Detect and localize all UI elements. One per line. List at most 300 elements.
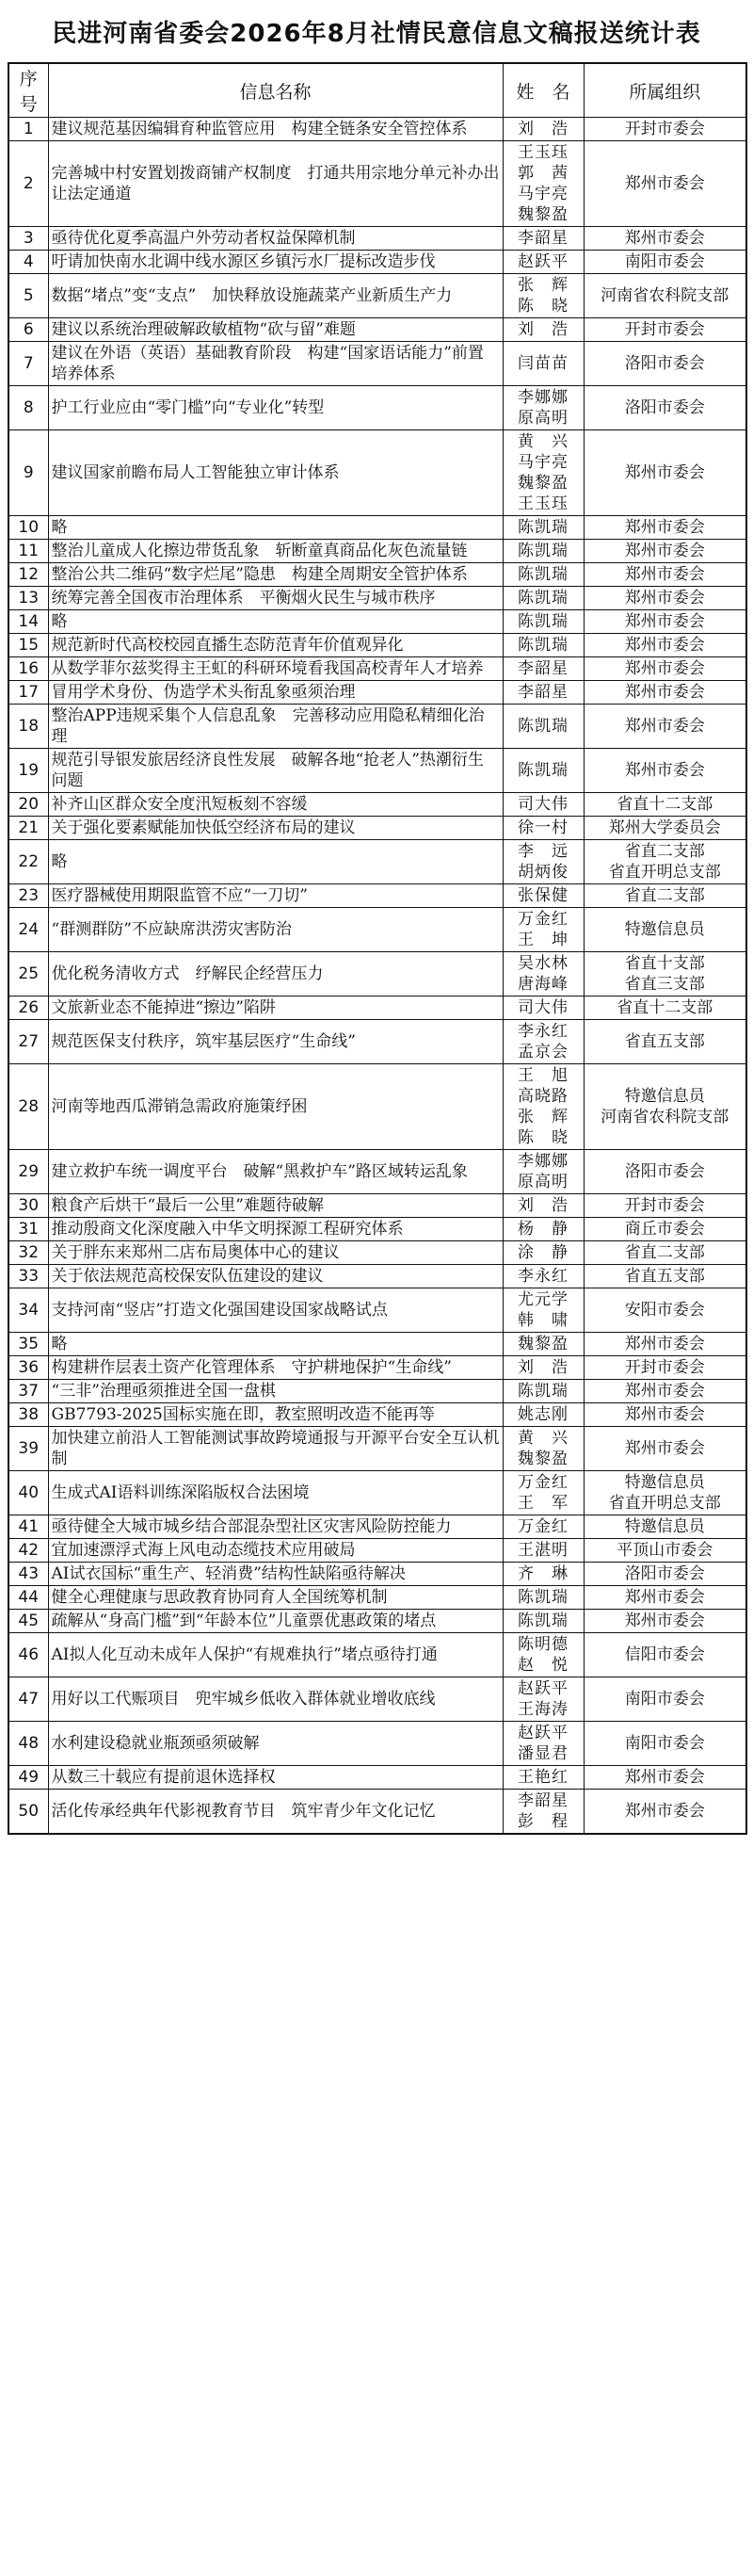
organization-name: 郑州市委会 <box>624 174 705 193</box>
info-name-cell: 建议规范基因编辑育种监管应用 构建全链条安全管控体系 <box>48 118 503 141</box>
author-cell <box>503 386 584 430</box>
organization-name: 郑州市委会 <box>624 1382 705 1401</box>
author-cell <box>503 996 584 1020</box>
row-number: 35 <box>8 1333 48 1356</box>
table-row <box>8 1766 746 1790</box>
author-cell <box>503 884 584 908</box>
author-name: 王玉珏 <box>518 143 569 162</box>
table-row <box>8 817 746 840</box>
author-cell <box>503 1241 584 1265</box>
author-cell <box>503 681 584 705</box>
table-row <box>8 227 746 251</box>
info-name-cell: 建议国家前瞻布局人工智能独立审计体系 <box>48 430 503 516</box>
author-name: 王艳红 <box>518 1768 569 1787</box>
author-name: 胡炳俊 <box>518 863 569 882</box>
author-name: 李韶星 <box>518 1791 569 1810</box>
table-row <box>8 1471 746 1515</box>
organization-name: 郑州市委会 <box>624 565 705 584</box>
organization-cell <box>584 1064 746 1150</box>
row-number: 30 <box>8 1194 48 1218</box>
organization-cell <box>584 141 746 227</box>
organization-cell <box>584 952 746 996</box>
table-row <box>8 118 746 141</box>
row-number: 38 <box>8 1403 48 1427</box>
row-number: 29 <box>8 1150 48 1194</box>
row-number: 47 <box>8 1677 48 1722</box>
author-name: 吴水林 <box>518 954 569 973</box>
author-name: 陈凯瑞 <box>518 1382 569 1401</box>
author-name: 陈凯瑞 <box>518 761 569 780</box>
organization-cell <box>584 540 746 563</box>
header-no: 序号 <box>8 63 48 118</box>
organization-cell <box>584 587 746 610</box>
organization-name: 省直十支部 <box>624 954 705 973</box>
table-row <box>8 251 746 274</box>
author-name: 高晓路 <box>518 1087 569 1106</box>
row-number: 48 <box>8 1722 48 1766</box>
author-cell <box>503 540 584 563</box>
table-row <box>8 342 746 386</box>
organization-name: 省直五支部 <box>624 1032 705 1051</box>
author-cell <box>503 1677 584 1722</box>
author-name: 杨 静 <box>518 1220 569 1239</box>
info-name-cell: 关于依法规范高校保安队伍建设的建议 <box>48 1265 503 1288</box>
table-row <box>8 1333 746 1356</box>
organization-name: 郑州市委会 <box>624 589 705 608</box>
author-cell <box>503 1356 584 1380</box>
row-number: 36 <box>8 1356 48 1380</box>
organization-cell <box>584 227 746 251</box>
organization-name: 郑州市委会 <box>624 1588 705 1607</box>
organization-cell <box>584 1471 746 1515</box>
author-name: 陈凯瑞 <box>518 1588 569 1607</box>
author-name: 陈凯瑞 <box>518 636 569 655</box>
organization-name: 省直三支部 <box>624 975 705 994</box>
info-name-cell: 建议在外语（英语）基础教育阶段 构建“国家语话能力”前置培养体系 <box>48 342 503 386</box>
author-name: 陈凯瑞 <box>518 565 569 584</box>
author-name: 马宇亮 <box>518 185 569 203</box>
organization-cell <box>584 1515 746 1539</box>
organization-name: 特邀信息员 <box>624 1087 705 1106</box>
table-row <box>8 749 746 793</box>
organization-cell <box>584 274 746 318</box>
organization-name: 郑州市委会 <box>624 463 705 482</box>
organization-name: 郑州市委会 <box>624 542 705 560</box>
row-number: 41 <box>8 1515 48 1539</box>
row-number: 25 <box>8 952 48 996</box>
author-cell <box>503 1194 584 1218</box>
author-name: 张 辉 <box>518 1108 569 1126</box>
author-cell <box>503 342 584 386</box>
table-row <box>8 587 746 610</box>
author-cell <box>503 1064 584 1150</box>
author-name: 赵跃平 <box>518 252 569 271</box>
row-number: 28 <box>8 1064 48 1150</box>
organization-name: 郑州市委会 <box>624 717 705 736</box>
info-name-cell: 生成式AI语料训练深陷版权合法困境 <box>48 1471 503 1515</box>
organization-name: 省直开明总支部 <box>608 863 721 882</box>
row-number: 6 <box>8 318 48 342</box>
info-name-cell: 构建耕作层表土资产化管理体系 守护耕地保护“生命线” <box>48 1356 503 1380</box>
organization-name: 省直开明总支部 <box>608 1494 721 1513</box>
info-name-cell: 从数学菲尔兹奖得主王虹的科研环境看我国高校青年人才培养 <box>48 657 503 681</box>
author-name: 彭 程 <box>518 1812 569 1831</box>
organization-name: 南阳市委会 <box>624 252 705 271</box>
organization-name: 省直十二支部 <box>617 998 713 1017</box>
row-number: 4 <box>8 251 48 274</box>
table-row <box>8 1610 746 1633</box>
info-name-cell: 略 <box>48 516 503 540</box>
organization-name: 郑州市委会 <box>624 1768 705 1787</box>
author-name: 黄 兴 <box>518 1429 569 1448</box>
organization-name: 南阳市委会 <box>624 1690 705 1709</box>
author-name: 赵 悦 <box>518 1656 569 1675</box>
author-name: 万金红 <box>518 1517 569 1536</box>
author-cell <box>503 793 584 817</box>
info-name-cell: 略 <box>48 1333 503 1356</box>
info-name-cell: 略 <box>48 840 503 884</box>
organization-cell <box>584 1265 746 1288</box>
table-row <box>8 1218 746 1241</box>
organization-name: 洛阳市委会 <box>624 398 705 417</box>
row-number: 12 <box>8 563 48 587</box>
author-name: 唐海峰 <box>518 975 569 994</box>
row-number: 9 <box>8 430 48 516</box>
header-author: 姓 名 <box>503 63 584 118</box>
table-row <box>8 908 746 952</box>
table-row <box>8 681 746 705</box>
info-name-cell: 河南等地西瓜滞销急需政府施策纾困 <box>48 1064 503 1150</box>
row-number: 32 <box>8 1241 48 1265</box>
author-cell <box>503 1427 584 1471</box>
row-number: 22 <box>8 840 48 884</box>
author-name: 郭 茜 <box>518 164 569 183</box>
organization-name: 郑州市委会 <box>624 683 705 702</box>
row-number: 46 <box>8 1633 48 1677</box>
author-name: 陈凯瑞 <box>518 589 569 608</box>
author-name: 原高明 <box>518 409 569 428</box>
author-name: 李永红 <box>518 1267 569 1286</box>
author-cell <box>503 634 584 657</box>
author-name: 王 军 <box>518 1494 569 1513</box>
row-number: 16 <box>8 657 48 681</box>
info-name-cell: 活化传承经典年代影视教育节目 筑牢青少年文化记忆 <box>48 1790 503 1835</box>
organization-name: 洛阳市委会 <box>624 354 705 373</box>
table-body <box>8 118 746 1835</box>
author-cell <box>503 118 584 141</box>
info-name-cell: “三非”治理亟须推进全国一盘棋 <box>48 1380 503 1403</box>
organization-cell <box>584 118 746 141</box>
author-name: 姚志刚 <box>518 1405 569 1424</box>
organization-cell <box>584 430 746 516</box>
table-row <box>8 840 746 884</box>
organization-cell <box>584 342 746 386</box>
organization-name: 洛阳市委会 <box>624 1162 705 1181</box>
author-cell <box>503 227 584 251</box>
author-name: 张 辉 <box>518 276 569 295</box>
author-name: 陈 晓 <box>518 297 569 316</box>
info-name-cell: 整治公共二维码“数字烂尾”隐患 构建全周期安全管护体系 <box>48 563 503 587</box>
author-name: 王玉珏 <box>518 494 569 513</box>
info-name-cell: 优化税务清收方式 纾解民企经营压力 <box>48 952 503 996</box>
table-row <box>8 1020 746 1064</box>
organization-name: 开封市委会 <box>624 1358 705 1377</box>
organization-cell <box>584 634 746 657</box>
organization-cell <box>584 1194 746 1218</box>
row-number: 45 <box>8 1610 48 1633</box>
table-row <box>8 1515 746 1539</box>
info-name-cell: 医疗器械使用期限监管不应“一刀切” <box>48 884 503 908</box>
author-name: 李 远 <box>518 842 569 861</box>
organization-cell <box>584 516 746 540</box>
author-cell <box>503 1722 584 1766</box>
author-name: 魏黎盈 <box>518 1335 569 1353</box>
organization-cell <box>584 908 746 952</box>
table-row <box>8 793 746 817</box>
info-name-cell: 文旅新业态不能掉进“擦边”陷阱 <box>48 996 503 1020</box>
author-name: 李韶星 <box>518 229 569 248</box>
row-number: 7 <box>8 342 48 386</box>
author-name: 陈明德 <box>518 1635 569 1654</box>
organization-cell <box>584 1677 746 1722</box>
author-cell <box>503 952 584 996</box>
author-name: 赵跃平 <box>518 1679 569 1698</box>
organization-name: 河南省农科院支部 <box>601 1108 729 1126</box>
info-name-cell: 关于强化要素赋能加快低空经济布局的建议 <box>48 817 503 840</box>
author-name: 闫苗苗 <box>518 354 569 373</box>
author-cell <box>503 563 584 587</box>
author-cell <box>503 1380 584 1403</box>
row-number: 33 <box>8 1265 48 1288</box>
organization-name: 省直十二支部 <box>617 795 713 814</box>
info-name-cell: 宜加速漂浮式海上风电动态缆技术应用破局 <box>48 1539 503 1563</box>
table-row <box>8 1150 746 1194</box>
info-name-cell: 推动殷商文化深度融入中华文明探源工程研究体系 <box>48 1218 503 1241</box>
info-name-cell: “群测群防”不应缺席洪涝灾害防治 <box>48 908 503 952</box>
organization-name: 郑州市委会 <box>624 1802 705 1821</box>
organization-cell <box>584 1563 746 1586</box>
row-number: 2 <box>8 141 48 227</box>
info-name-cell: 冒用学术身份、伪造学术头衔乱象亟须治理 <box>48 681 503 705</box>
organization-cell <box>584 793 746 817</box>
row-number: 24 <box>8 908 48 952</box>
organization-cell <box>584 1218 746 1241</box>
author-cell <box>503 1288 584 1333</box>
row-number: 11 <box>8 540 48 563</box>
author-name: 万金红 <box>518 1473 569 1492</box>
info-name-cell: 亟待优化夏季高温户外劳动者权益保障机制 <box>48 227 503 251</box>
row-number: 43 <box>8 1563 48 1586</box>
author-name: 魏黎盈 <box>518 205 569 224</box>
info-name-cell: 关于胖东来郑州二店布局奥体中心的建议 <box>48 1241 503 1265</box>
author-name: 万金红 <box>518 910 569 929</box>
organization-cell <box>584 817 746 840</box>
author-name: 李韶星 <box>518 659 569 678</box>
author-name: 魏黎盈 <box>518 474 569 493</box>
row-number: 17 <box>8 681 48 705</box>
author-cell <box>503 430 584 516</box>
table-row <box>8 657 746 681</box>
author-name: 马宇亮 <box>518 453 569 472</box>
table-header <box>8 63 746 118</box>
info-name-cell: 亟待健全大城市城乡结合部混杂型社区灾害风险防控能力 <box>48 1515 503 1539</box>
info-name-cell: 完善城中村安置划拨商铺产权制度 打通共用宗地分单元补办出让法定通道 <box>48 141 503 227</box>
organization-cell <box>584 1633 746 1677</box>
author-cell <box>503 1265 584 1288</box>
author-name: 司大伟 <box>518 998 569 1017</box>
author-name: 陈凯瑞 <box>518 542 569 560</box>
organization-name: 特邀信息员 <box>624 920 705 939</box>
organization-name: 平顶山市委会 <box>617 1541 713 1560</box>
info-name-cell: 补齐山区群众安全度汛短板刻不容缓 <box>48 793 503 817</box>
table-row <box>8 1380 746 1403</box>
row-number: 50 <box>8 1790 48 1835</box>
author-cell <box>503 1403 584 1427</box>
author-cell <box>503 1586 584 1610</box>
organization-cell <box>584 1020 746 1064</box>
organization-name: 河南省农科院支部 <box>601 286 729 305</box>
organization-name: 省直五支部 <box>624 1267 705 1286</box>
author-name: 王 坤 <box>518 931 569 949</box>
organization-name: 郑州大学委员会 <box>608 818 721 837</box>
author-cell <box>503 1766 584 1790</box>
info-name-cell: 规范引导银发旅居经济良性发展 破解各地“抢老人”热潮衍生问题 <box>48 749 503 793</box>
organization-cell <box>584 657 746 681</box>
row-number: 49 <box>8 1766 48 1790</box>
table-row <box>8 1064 746 1150</box>
author-cell <box>503 610 584 634</box>
author-cell <box>503 817 584 840</box>
author-name: 刘 浩 <box>518 320 569 339</box>
table-row <box>8 1539 746 1563</box>
row-number: 21 <box>8 817 48 840</box>
organization-cell <box>584 705 746 749</box>
table-row <box>8 1288 746 1333</box>
info-name-cell: 整治儿童成人化擦边带货乱象 斩断童真商品化灰色流量链 <box>48 540 503 563</box>
info-name-cell: 规范医保支付秩序，筑牢基层医疗“生命线” <box>48 1020 503 1064</box>
organization-name: 郑州市委会 <box>624 1405 705 1424</box>
author-cell <box>503 141 584 227</box>
author-name: 王 旭 <box>518 1066 569 1085</box>
author-name: 李娜娜 <box>518 388 569 407</box>
author-cell <box>503 251 584 274</box>
table-row <box>8 386 746 430</box>
author-name: 李娜娜 <box>518 1152 569 1171</box>
table-row <box>8 952 746 996</box>
author-cell <box>503 840 584 884</box>
table-row <box>8 1241 746 1265</box>
table-row <box>8 610 746 634</box>
header-row <box>8 63 746 118</box>
row-number: 23 <box>8 884 48 908</box>
table-row <box>8 141 746 227</box>
info-name-cell: 建立救护车统一调度平台 破解“黑救护车”路区域转运乱象 <box>48 1150 503 1194</box>
organization-cell <box>584 610 746 634</box>
info-name-cell: 护工行业应由“零门槛”向“专业化”转型 <box>48 386 503 430</box>
info-name-cell: 统筹完善全国夜市治理体系 平衡烟火民生与城市秩序 <box>48 587 503 610</box>
table-row <box>8 1677 746 1722</box>
organization-name: 信阳市委会 <box>624 1645 705 1664</box>
row-number: 40 <box>8 1471 48 1515</box>
author-name: 陈 晓 <box>518 1128 569 1147</box>
organization-name: 郑州市委会 <box>624 1612 705 1630</box>
author-name: 潘显君 <box>518 1744 569 1763</box>
organization-name: 郑州市委会 <box>624 1439 705 1458</box>
table-row <box>8 705 746 749</box>
organization-name: 郑州市委会 <box>624 229 705 248</box>
row-number: 26 <box>8 996 48 1020</box>
author-name: 尤元学 <box>518 1290 569 1309</box>
table-row <box>8 634 746 657</box>
table-row <box>8 1427 746 1471</box>
info-name-cell: 水利建设稳就业瓶颈亟须破解 <box>48 1722 503 1766</box>
info-name-cell: 整治APP违规采集个人信息乱象 完善移动应用隐私精细化治理 <box>48 705 503 749</box>
table-row <box>8 1403 746 1427</box>
organization-name: 省直二支部 <box>624 886 705 905</box>
row-number: 44 <box>8 1586 48 1610</box>
author-cell <box>503 1150 584 1194</box>
table-row <box>8 1194 746 1218</box>
organization-name: 郑州市委会 <box>624 636 705 655</box>
author-name: 陈凯瑞 <box>518 518 569 537</box>
author-name: 刘 浩 <box>518 120 569 138</box>
info-name-cell: 从数三十载应有提前退休选择权 <box>48 1766 503 1790</box>
info-name-cell: GB7793-2025国标实施在即，教室照明改造不能再等 <box>48 1403 503 1427</box>
organization-cell <box>584 996 746 1020</box>
table-row <box>8 1356 746 1380</box>
organization-cell <box>584 749 746 793</box>
info-name-cell: AI试衣国标“重生产、轻消费”结构性缺陷亟待解决 <box>48 1563 503 1586</box>
info-name-cell: 用好以工代赈项目 兜牢城乡低收入群体就业增收底线 <box>48 1677 503 1722</box>
header-name: 信息名称 <box>48 63 503 118</box>
organization-cell <box>584 840 746 884</box>
table-row <box>8 516 746 540</box>
author-name: 赵跃平 <box>518 1724 569 1742</box>
author-name: 陈凯瑞 <box>518 1612 569 1630</box>
table-row <box>8 1633 746 1677</box>
info-name-cell: 支持河南“竖店”打造文化强国建设国家战略试点 <box>48 1288 503 1333</box>
organization-cell <box>584 1790 746 1835</box>
organization-cell <box>584 884 746 908</box>
table-row <box>8 274 746 318</box>
info-name-cell: 略 <box>48 610 503 634</box>
author-cell <box>503 1633 584 1677</box>
author-cell <box>503 1563 584 1586</box>
author-name: 黄 兴 <box>518 432 569 451</box>
author-cell <box>503 657 584 681</box>
row-number: 5 <box>8 274 48 318</box>
author-name: 孟京会 <box>518 1043 569 1061</box>
row-number: 27 <box>8 1020 48 1064</box>
author-name: 司大伟 <box>518 795 569 814</box>
author-name: 李永红 <box>518 1022 569 1041</box>
organization-name: 省直二支部 <box>624 842 705 861</box>
row-number: 42 <box>8 1539 48 1563</box>
organization-name: 特邀信息员 <box>624 1517 705 1536</box>
organization-name: 特邀信息员 <box>624 1473 705 1492</box>
info-name-cell: 规范新时代高校校园直播生态防范青年价值观异化 <box>48 634 503 657</box>
table-row <box>8 540 746 563</box>
author-cell <box>503 705 584 749</box>
author-cell <box>503 749 584 793</box>
author-cell <box>503 908 584 952</box>
author-cell <box>503 318 584 342</box>
author-cell <box>503 1539 584 1563</box>
row-number: 34 <box>8 1288 48 1333</box>
info-name-cell: AI拟人化互动未成年人保护“有规难执行”堵点亟待打通 <box>48 1633 503 1677</box>
author-name: 陈凯瑞 <box>518 717 569 736</box>
organization-cell <box>584 1427 746 1471</box>
